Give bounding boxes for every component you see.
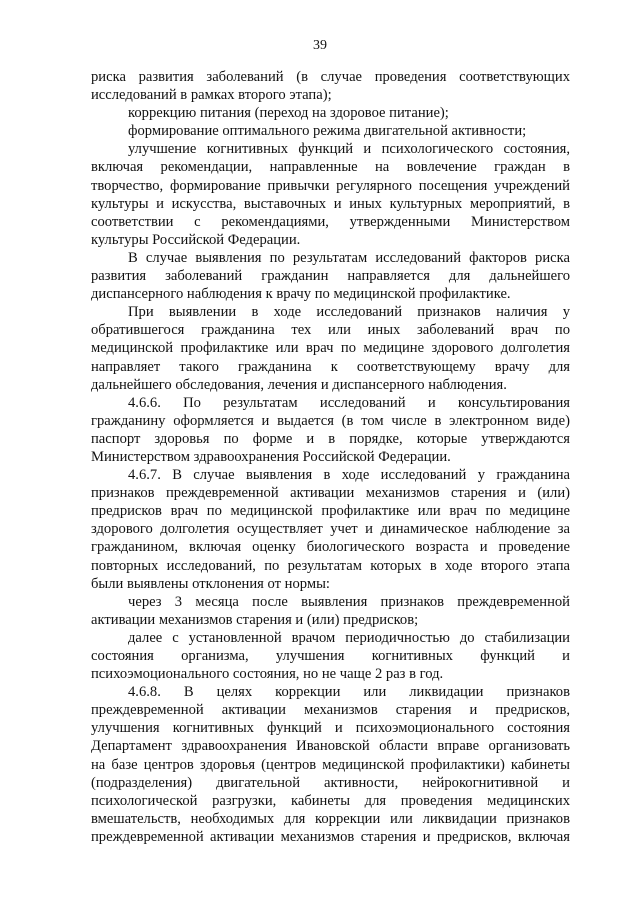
text-line: риска развития заболеваний (в случае проведения соответствующих — [91, 69, 570, 85]
text-line: диспансерного наблюдения к врачу по медицинской профилактике. — [91, 286, 511, 303]
text-line: преждевременной активации механизмов старения и предрисков, включая — [91, 828, 570, 845]
text-line: направляет такого гражданина к соответствующему врачу для — [91, 358, 570, 375]
text-line: состояния организма, улучшения когнитивных функций и — [91, 648, 570, 664]
text-line: 4.6.7. В случае выявления в ходе исследований у гражданина — [128, 467, 570, 484]
text-line: улучшения когнитивных функций и психоэмоционального состояния — [91, 720, 570, 737]
text-line: культуры и искусства, выставочных и иных культурных мероприятий, в — [91, 195, 570, 212]
text-line: развития заболеваний гражданин направляется для дальнейшего — [91, 268, 570, 285]
text-line: далее с установленной врачом периодичностью до стабилизации — [128, 629, 570, 646]
text-line: гражданином, включая оценку биологического возраста и проведение — [91, 539, 570, 556]
text-line: через 3 месяца после выявления признаков преждевременной — [128, 593, 570, 610]
text-line: преждевременной активации механизмов старения и предрисков, — [91, 702, 570, 719]
text-line: культуры Российской Федерации. — [91, 231, 301, 248]
text-line: признаков преждевременной активации механизмов старения и (или) — [91, 485, 570, 502]
text-line: здорового долголетия осуществляет учет и динамическое наблюдение за — [91, 521, 570, 538]
text-line: соответствии с рекомендациями, утвержденными Министерством — [91, 213, 570, 230]
text-line: При выявлении в ходе исследований признаков наличия у — [128, 304, 570, 321]
text-line: 4.6.6. По результатам исследований и консультирования — [128, 394, 570, 411]
text-line: гражданину оформляется и выдается (в том числе в электронном виде) — [91, 412, 570, 429]
text-line: Департамент здравоохранения Ивановской области вправе организовать — [91, 738, 570, 755]
text-line: паспорт здоровья по форме и в порядке, которые утверждаются — [91, 430, 570, 447]
text-line: активации механизмов старения и (или) предрисков; — [91, 611, 419, 628]
text-line: были выявлены отклонения от нормы: — [91, 575, 330, 592]
text-line: обратившегося гражданина тех или иных заболеваний врач по — [91, 322, 570, 339]
text-line: повторных исследований, по результатам которых в ходе второго этапа — [91, 557, 570, 574]
text-line: исследований в рамках второго этапа); — [91, 87, 332, 104]
text-line: медицинской профилактике или врач по медицине здорового долголетия — [91, 340, 570, 357]
text-line: 4.6.8. В целях коррекции или ликвидации признаков — [128, 684, 570, 701]
page-number: 39 — [313, 38, 327, 53]
text-line: (подразделения) двигательной активности, нейрокогнитивной и — [91, 774, 570, 791]
text-line: вмешательств, необходимых для коррекции или ликвидации признаков — [91, 810, 570, 827]
text-line: Министерством здравоохранения Российской Федерации. — [91, 448, 451, 465]
text-line: психоэмоционального состояния, но не чаще 2 раз в год. — [91, 666, 444, 683]
text-line: улучшение когнитивных функций и психологического состояния, — [128, 141, 570, 158]
text-line: включая рекомендации, направленные на вовлечение граждан в — [91, 159, 570, 176]
document-body — [91, 68, 570, 846]
text-line: на базе центров здоровья (центров медицинской профилактики) кабинеты — [91, 756, 570, 773]
text-line: формирование оптимального режима двигательной активности; — [128, 123, 527, 140]
text-line: коррекцию питания (переход на здоровое питание); — [128, 105, 449, 122]
text-line: психологической разгрузки, кабинеты для проведения медицинских — [91, 792, 570, 809]
text-line: творчество, формирование привычки регулярного посещения учреждений — [91, 177, 570, 194]
text-line: дальнейшего обследования, лечения и диспансерного наблюдения. — [91, 376, 507, 393]
text-line: В случае выявления по результатам исследований факторов риска — [128, 249, 570, 266]
text-line: предрисков врач по медицинской профилактике или врач по медицине — [91, 503, 570, 520]
